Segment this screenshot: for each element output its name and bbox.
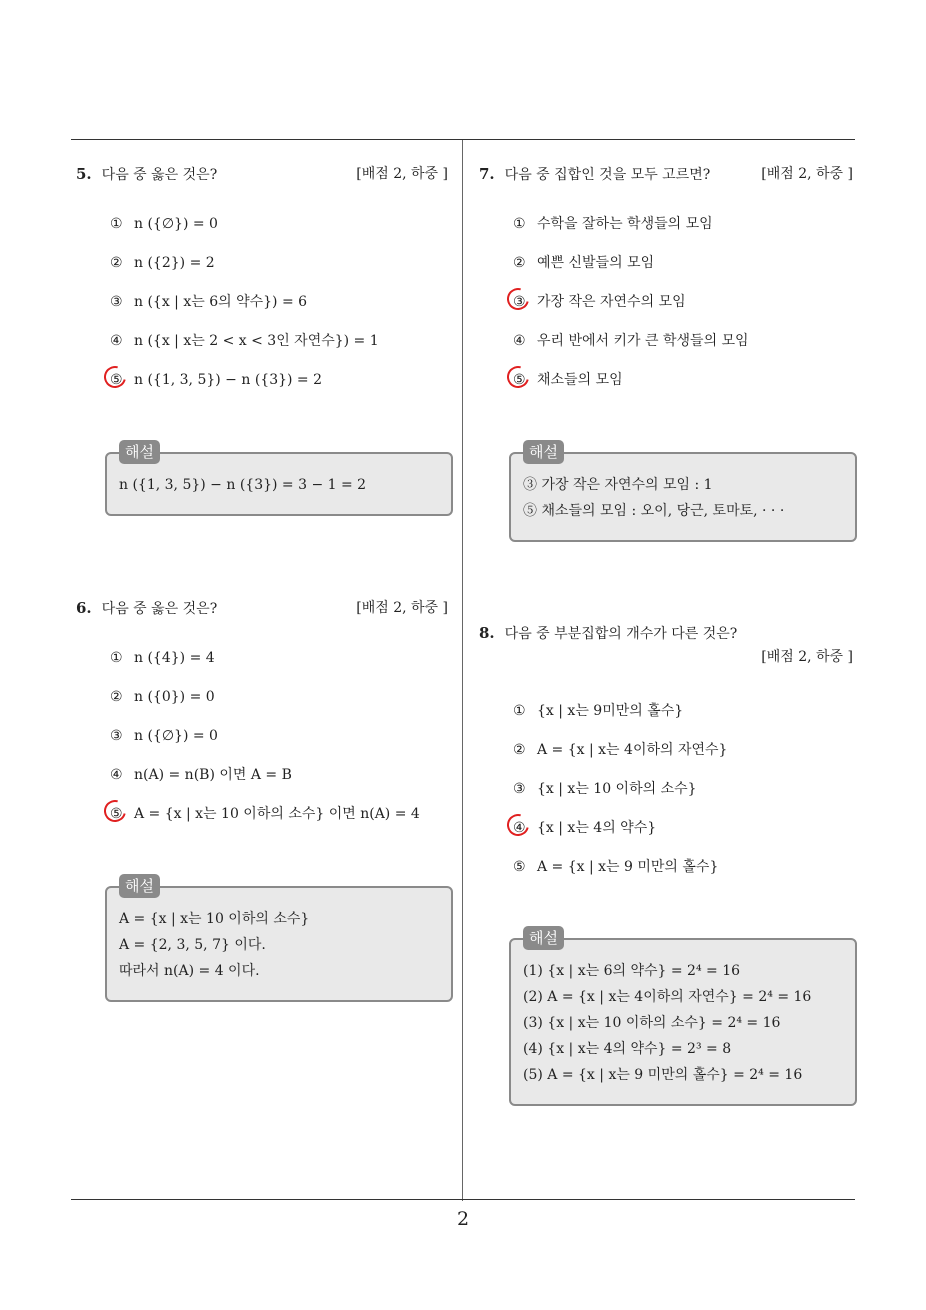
option-5[interactable]: ⑤ n ({1, 3, 5}) − n ({3}) = 2	[110, 369, 322, 391]
solution-line: (2) A = {x | x는 4이하의 자연수} = 2⁴ = 16	[523, 989, 812, 1005]
bottom-rule	[71, 1199, 855, 1200]
option-2[interactable]: ② 예쁜 신발들의 모임	[513, 255, 655, 271]
answer-circle-icon	[503, 362, 533, 392]
option-1[interactable]: ① n ({∅}) = 0	[110, 216, 218, 232]
question-number: 6.	[76, 599, 92, 617]
solution-line: 따라서 n(A) = 4 이다.	[119, 963, 260, 979]
solution-box-7	[509, 443, 857, 542]
option-4[interactable]: ④ n ({x | x는 2 < x < 3인 자연수}) = 1	[110, 333, 379, 349]
solution-label: 해설	[119, 874, 160, 898]
question-6	[76, 597, 448, 822]
solution-box-6	[105, 877, 453, 1002]
option-3[interactable]: ③ {x | x는 10 이하의 소수}	[513, 781, 697, 797]
option-3[interactable]: ③ n ({∅}) = 0	[110, 728, 218, 744]
question-5	[76, 163, 448, 388]
solution-label: 해설	[119, 440, 160, 464]
solution-label: 해설	[523, 926, 564, 950]
solution-line: ③ 가장 작은 자연수의 모임 : 1	[523, 477, 713, 493]
option-2[interactable]: ② A = {x | x는 4이하의 자연수}	[513, 742, 728, 758]
solution-line: A = {2, 3, 5, 7} 이다.	[119, 937, 266, 953]
option-1[interactable]: ① 수학을 잘하는 학생들의 모임	[513, 216, 713, 232]
option-3[interactable]: ③ 가장 작은 자연수의 모임	[513, 291, 686, 313]
answer-circle-icon	[503, 810, 533, 840]
option-3[interactable]: ③ n ({x | x는 6의 약수}) = 6	[110, 294, 308, 310]
solution-label: 해설	[523, 440, 564, 464]
column-divider	[462, 140, 463, 1201]
question-number: 5.	[76, 165, 92, 183]
option-5[interactable]: ⑤ A = {x | x는 10 이하의 소수} 이면 n(A) = 4	[110, 803, 420, 825]
question-score: [배점 2, 하중 ]	[356, 166, 448, 182]
question-number: 8.	[479, 624, 495, 642]
solution-box-8	[509, 929, 857, 1106]
option-2[interactable]: ② n ({0}) = 0	[110, 689, 215, 705]
option-4[interactable]: ④ n(A) = n(B) 이면 A = B	[110, 767, 292, 783]
solution-line: ⑤ 채소들의 모임 : 오이, 당근, 토마토, · · ·	[523, 503, 785, 519]
question-text: 다음 중 집합인 것을 모두 고르면?	[504, 167, 711, 183]
option-1[interactable]: ① n ({4}) = 4	[110, 650, 215, 666]
solution-line: A = {x | x는 10 이하의 소수}	[119, 911, 310, 927]
answer-circle-icon	[100, 362, 130, 392]
question-7	[479, 163, 853, 388]
option-5[interactable]: ⑤ A = {x | x는 9 미만의 홀수}	[513, 859, 719, 875]
solution-line: (1) {x | x는 6의 약수} = 2⁴ = 16	[523, 963, 741, 979]
question-text: 다음 중 옳은 것은?	[101, 167, 218, 183]
question-number: 7.	[479, 165, 495, 183]
solution-line: (5) A = {x | x는 9 미만의 홀수} = 2⁴ = 16	[523, 1067, 803, 1083]
question-8	[479, 622, 853, 875]
page-number: 2	[456, 1208, 470, 1230]
question-text: 다음 중 옳은 것은?	[101, 601, 218, 617]
option-5[interactable]: ⑤ 채소들의 모임	[513, 369, 623, 391]
option-2[interactable]: ② n ({2}) = 2	[110, 255, 215, 271]
solution-box-5	[105, 443, 453, 516]
answer-circle-icon	[503, 284, 533, 314]
solution-line: (4) {x | x는 4의 약수} = 2³ = 8	[523, 1041, 732, 1057]
question-score: [배점 2, 하중 ]	[761, 649, 853, 665]
solution-line: n ({1, 3, 5}) − n ({3}) = 3 − 1 = 2	[119, 477, 367, 493]
option-4[interactable]: ④ {x | x는 4의 약수}	[513, 817, 656, 839]
solution-line: (3) {x | x는 10 이하의 소수} = 2⁴ = 16	[523, 1015, 781, 1031]
option-4[interactable]: ④ 우리 반에서 키가 큰 학생들의 모임	[513, 333, 749, 349]
option-1[interactable]: ① {x | x는 9미만의 홀수}	[513, 703, 684, 719]
answer-circle-icon	[100, 796, 130, 826]
question-text: 다음 중 부분집합의 개수가 다른 것은?	[504, 626, 738, 642]
top-rule	[71, 139, 855, 140]
question-score: [배점 2, 하중 ]	[761, 166, 853, 182]
question-score: [배점 2, 하중 ]	[356, 600, 448, 616]
